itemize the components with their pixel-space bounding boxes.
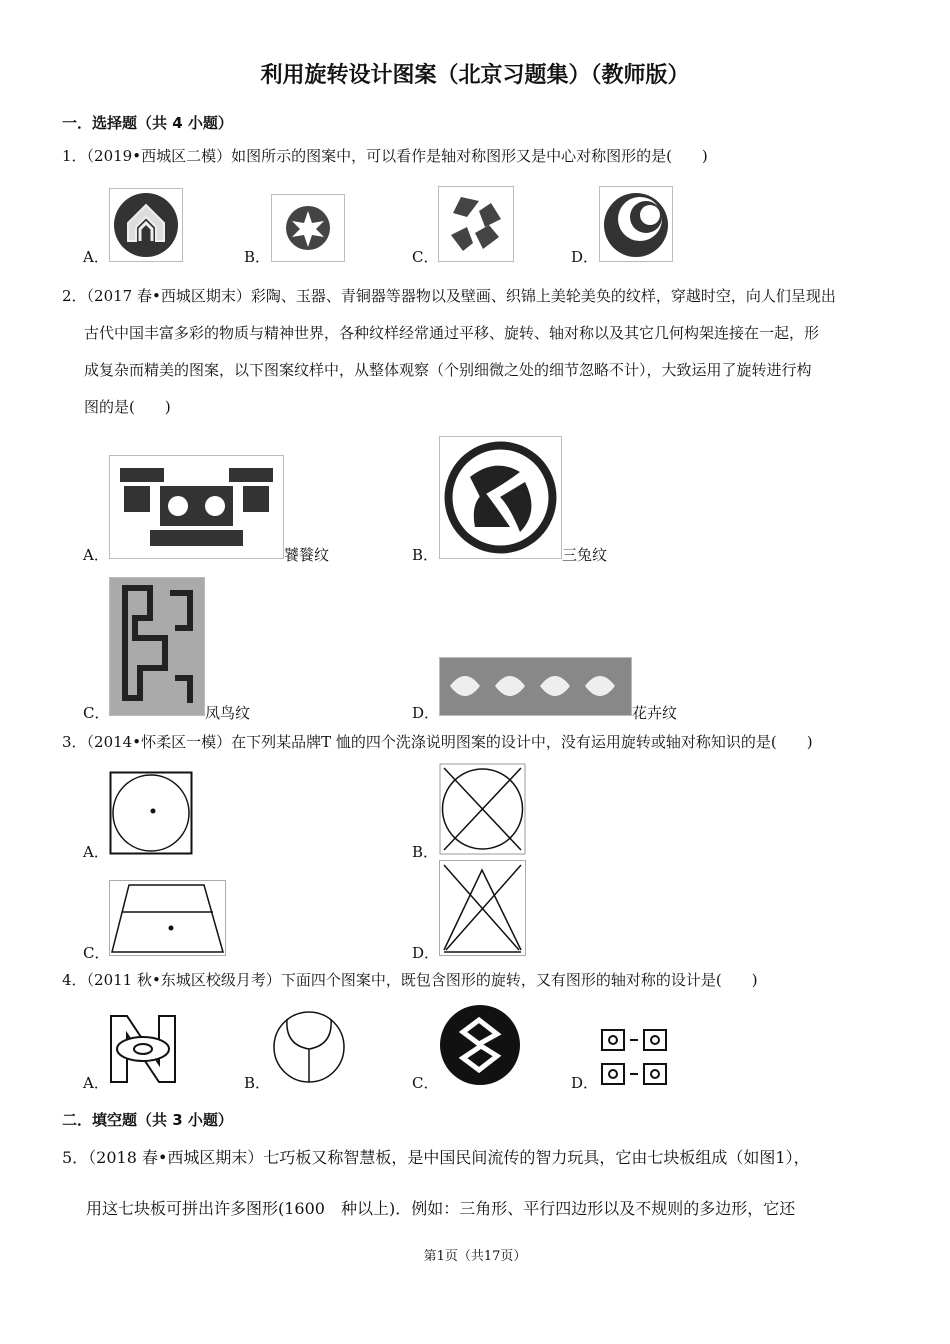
question-4-text: 4．（2011 秋•东城区校级月考）下面四个图案中，既包含图形的旋转，又有图形的轴对称的设计是( ) [62, 971, 758, 989]
q2-caption-d: 花卉纹 [632, 704, 678, 722]
q3-option-d-label: D． [412, 944, 440, 962]
q3-option-b-label: B． [412, 843, 439, 861]
q1-option-a-label: A． [83, 248, 109, 266]
q2-option-b-label: B． [412, 546, 439, 564]
q2-option-d-image [439, 657, 632, 716]
question-5-line-1: 5．（2018 春•西城区期末）七巧板又称智慧板，是中国民间流传的智力玩具，它由七块板组成（如图1）， [62, 1148, 810, 1167]
q1-option-c-label: C． [412, 248, 439, 266]
q3-option-d-image [439, 860, 526, 956]
q4-option-a-label: A． [83, 1074, 109, 1092]
question-2-line-4: 图的是( ) [84, 398, 171, 416]
q1-option-d-label: D． [571, 248, 599, 266]
q3-option-a-label: A． [83, 843, 109, 861]
q2-option-d-label: D． [412, 704, 440, 722]
question-5-line-2: 用这七块板可拼出许多图形(1600 种以上)．例如：三角形、平行四边形以及不规则的多边形，它还 [86, 1199, 796, 1218]
q4-option-c-label: C． [412, 1074, 439, 1092]
q1-option-b-image [271, 194, 345, 262]
q4-option-b-image [271, 1009, 347, 1085]
q4-option-c-image [439, 1004, 521, 1086]
q1-option-b-label: B． [244, 248, 271, 266]
page-title: 利用旋转设计图案（北京习题集）（教师版） [260, 63, 690, 88]
section-heading-choice: 一．选择题（共 4 小题） [62, 114, 233, 132]
q3-option-c-label: C． [83, 944, 110, 962]
q1-option-a-image [109, 188, 183, 262]
q2-option-a-label: A． [83, 546, 109, 564]
section-heading-fill-in: 二．填空题（共 3 小题） [62, 1111, 233, 1129]
q2-option-b-image [439, 436, 562, 559]
question-2-line-3: 成复杂而精美的图案，以下图案纹样中，从整体观察（个别细微之处的细节忽略不计），大致运用了旋转进行构 [84, 361, 812, 379]
q3-option-c-image [109, 880, 226, 956]
q2-option-a-image [109, 455, 284, 559]
q1-option-c-image [438, 186, 514, 262]
q2-caption-c: 凤鸟纹 [205, 704, 251, 722]
q3-option-b-image [439, 763, 526, 855]
question-2-line-2: 古代中国丰富多彩的物质与精神世界，各种纹样经常通过平移、旋转、轴对称以及其它几何构架连接在一起，形 [84, 324, 820, 342]
q2-option-c-label: C． [83, 704, 110, 722]
q4-option-b-label: B． [244, 1074, 271, 1092]
q1-option-d-image [599, 186, 673, 262]
q4-option-d-image [600, 1028, 668, 1086]
page-footer: 第1页（共17页） [423, 1249, 527, 1264]
q2-option-c-image [109, 577, 205, 716]
question-3-text: 3．（2014•怀柔区一模）在下列某品牌T 恤的四个洗涤说明图案的设计中，没有运用旋转或轴对称知识的是( ) [62, 733, 813, 751]
q3-option-a-image [109, 771, 193, 855]
question-1-text: 1．（2019•西城区二模）如图所示的图案中，可以看作是轴对称图形又是中心对称图形的是( ) [62, 147, 708, 165]
q2-caption-b: 三兔纹 [562, 546, 608, 564]
q4-option-d-label: D． [571, 1074, 599, 1092]
q2-caption-a: 饕餮纹 [284, 546, 330, 564]
question-2-line-1: 2．（2017 春•西城区期末）彩陶、玉器、青铜器等器物以及壁画、织锦上美轮美奂的纹样，穿越时空，向人们呈现出 [62, 287, 836, 305]
q4-option-a-image [109, 1014, 177, 1084]
